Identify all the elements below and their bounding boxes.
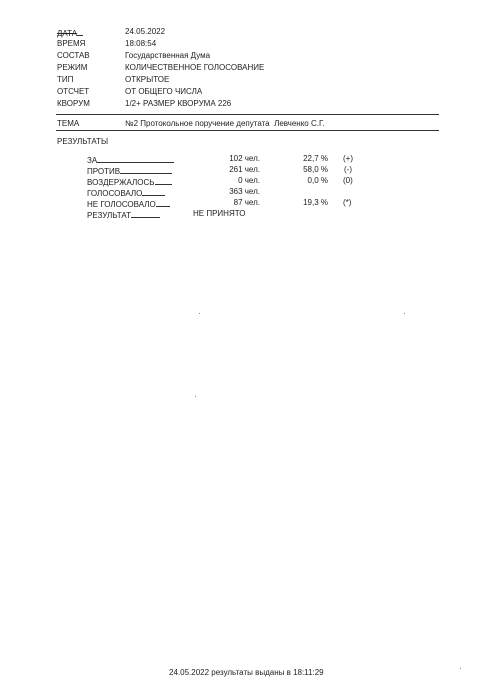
result-not-voted-count: 87 чел. bbox=[233, 198, 260, 207]
result-row-label bbox=[87, 177, 172, 187]
date-label bbox=[57, 28, 83, 38]
result-voted-count: 363 чел. bbox=[229, 187, 260, 196]
result-not-voted-percent: 19,3 % bbox=[303, 198, 328, 207]
date-key: ДАТА bbox=[57, 29, 78, 38]
result-row-label bbox=[87, 155, 174, 165]
result-outcome-label-wrap bbox=[87, 210, 160, 220]
results-title: РЕЗУЛЬТАТЫ bbox=[57, 137, 109, 146]
result-row-label bbox=[87, 188, 165, 198]
header-divider bbox=[56, 114, 439, 115]
result-not-voted-label: НЕ ГОЛОСОВАЛО bbox=[87, 200, 156, 209]
date-key-rule bbox=[77, 28, 83, 36]
result-row-label bbox=[87, 199, 170, 209]
result-voted-rule bbox=[142, 188, 165, 196]
quorum-value: 1/2+ РАЗМЕР КВОРУМА 226 bbox=[125, 99, 232, 108]
composition-label: СОСТАВ bbox=[57, 51, 90, 60]
scan-speck bbox=[404, 313, 405, 314]
result-abstain-rule bbox=[155, 177, 172, 185]
result-for-count: 102 чел. bbox=[229, 154, 260, 163]
scan-speck bbox=[199, 313, 200, 314]
result-outcome-label: РЕЗУЛЬТАТ bbox=[87, 211, 131, 220]
time-label: ВРЕМЯ bbox=[57, 39, 86, 48]
result-abstain-label: ВОЗДЕРЖАЛОСЬ bbox=[87, 178, 155, 187]
result-abstain-mark: (0) bbox=[343, 176, 353, 185]
result-for-percent: 22,7 % bbox=[303, 154, 328, 163]
scan-speck bbox=[195, 396, 196, 397]
topic-label: ТЕМА bbox=[57, 119, 80, 128]
count-basis-label: ОТСЧЕТ bbox=[57, 87, 90, 96]
result-for-label: ЗА bbox=[87, 156, 98, 165]
mode-value: КОЛИЧЕСТВЕННОЕ ГОЛОСОВАНИЕ bbox=[125, 63, 265, 72]
result-for-rule bbox=[97, 155, 174, 163]
result-against-mark: (-) bbox=[344, 165, 352, 174]
result-against-rule bbox=[120, 166, 172, 174]
scan-speck bbox=[460, 668, 461, 669]
count-basis-value: ОТ ОБЩЕГО ЧИСЛА bbox=[125, 87, 203, 96]
result-for-mark: (+) bbox=[343, 154, 353, 163]
result-outcome-value: НЕ ПРИНЯТО bbox=[193, 209, 246, 218]
result-row-label bbox=[87, 166, 172, 176]
result-against-label: ПРОТИВ bbox=[87, 167, 121, 176]
result-against-count: 261 чел. bbox=[229, 165, 260, 174]
quorum-label: КВОРУМ bbox=[57, 99, 90, 108]
composition-value: Государственная Дума bbox=[125, 51, 211, 60]
topic-value: №2 Протокольное поручение депутата Левченко С.Г. bbox=[125, 119, 325, 128]
type-label: ТИП bbox=[57, 75, 74, 84]
type-value: ОТКРЫТОЕ bbox=[125, 75, 170, 84]
topic-divider bbox=[56, 130, 439, 131]
mode-label: РЕЖИМ bbox=[57, 63, 88, 72]
result-not-voted-rule bbox=[156, 199, 170, 207]
result-abstain-percent: 0,0 % bbox=[307, 176, 328, 185]
time-value: 18:08:54 bbox=[125, 39, 157, 48]
date-value: 24.05.2022 bbox=[125, 27, 166, 36]
result-voted-label: ГОЛОСОВАЛО bbox=[87, 189, 143, 198]
result-against-percent: 58,0 % bbox=[303, 165, 328, 174]
result-outcome-rule bbox=[131, 210, 160, 218]
result-not-voted-mark: (*) bbox=[343, 198, 352, 207]
result-abstain-count: 0 чел. bbox=[238, 176, 260, 185]
footer-issued-text: 24.05.2022 результаты выданы в 18:11:29 bbox=[169, 668, 324, 677]
